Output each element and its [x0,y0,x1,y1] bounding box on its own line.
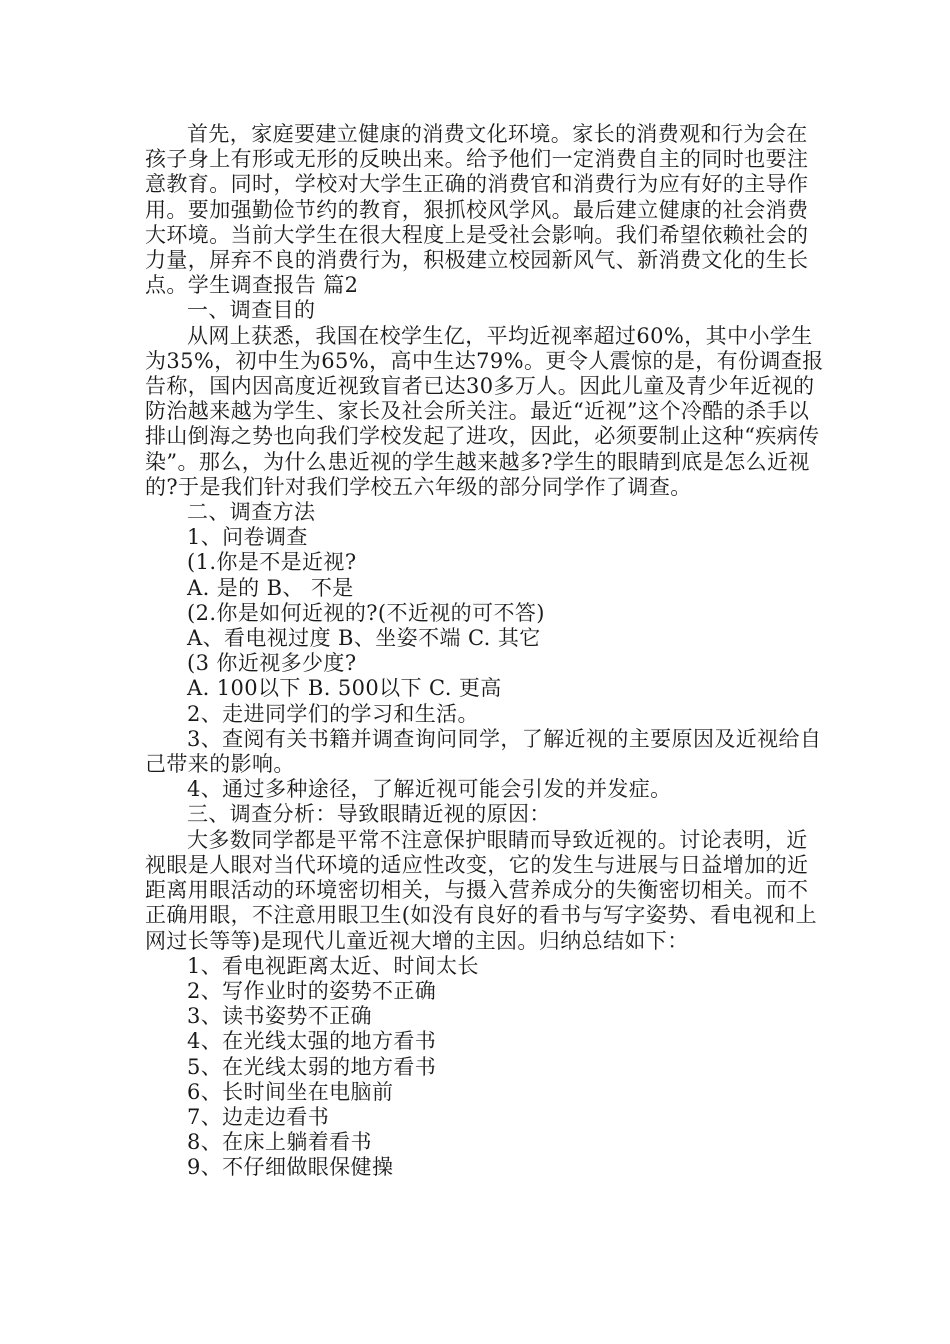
cause-item-7: 7、边走边看书 [187,1104,330,1129]
cause-item-6: 6、长时间坐在电脑前 [187,1079,394,1104]
cause-item-3: 3、读书姿势不正确 [187,1004,372,1029]
paragraph-consumption-conclusion: 首先，家庭要建立健康的消费文化环境。家长的消费观和行为会在孩子身上有形或无形的反映出来。给予他们一定消费自主的同时也要注意教育。同时，学校对大学生正确的消费官和消费行为应有好的主导作用。要加强勤俭节约的教育，狠抓校风学风。最后建立健康的社会消费大环境。当前大学生在很大程度上是受社会影响。我们希望依赖社会的力量，屏弃不良的消费行为，积极建立校园新风气、新消费文化的生长点。学生调查报告 篇2 [145,122,809,298]
cause-item-4: 4、在光线太强的地方看书 [187,1029,437,1054]
question-2-options: A、看电视过度 B、坐姿不端 C. 其它 [187,626,541,651]
cause-item-2: 2、写作业时的姿势不正确 [187,978,437,1003]
cause-item-9: 9、不仔细做眼保健操 [187,1155,394,1180]
paragraph-survey-analysis: 大多数同学都是平常不注意保护眼睛而导致近视的。讨论表明，近视眼是人眼对当代环境的适应性改变，它的发生与进展与日益增加的近距离用眼活动的环境密切相关，与摄入营养成分的失衡密切相关。而不正确用眼，不注意用眼卫生(如没有良好的看书与写字姿势、看电视和上网过长等等)是现代儿童近视大增的主因。归纳总结如下： [145,827,817,953]
cause-item-1: 1、看电视距离太近、时间太长 [187,953,479,978]
heading-survey-method: 二、调查方法 [187,500,316,525]
question-1-options: A. 是的 B、 不是 [187,575,354,600]
paragraph-survey-purpose: 从网上获悉，我国在校学生亿，平均近视率超过60%，其中小学生为35%，初中生为65%，高中生达79%。更令人震惊的是，有份调查报告称，国内因高度近视致盲者已达30多万人。因此儿童及青少年近视的防治越来越为学生、家长及社会所关注。最近“近视”这个冷酷的杀手以排山倒海之势也向我们学校发起了进攻，因此，必须要制止这种“疾病传染”。那么，为什么患近视的学生越来越多?学生的眼睛到底是怎么近视的?于是我们针对我们学校五六年级的部分同学作了调查。 [145,323,824,499]
heading-survey-analysis: 三、调查分析：导致眼睛近视的原因： [187,802,551,827]
question-3: (3 你近视多少度? [187,651,357,676]
question-2: (2.你是如何近视的?(不近视的可不答) [187,600,545,625]
cause-item-5: 5、在光线太弱的地方看书 [187,1054,437,1079]
method-complications: 4、通过多种途径，了解近视可能会引发的并发症。 [187,777,672,802]
method-questionnaire: 1、问卷调查 [187,525,308,550]
question-3-options: A. 100以下 B. 500以下 C. 更高 [187,676,502,701]
cause-item-8: 8、在床上躺着看书 [187,1130,372,1155]
method-research: 3、查阅有关书籍并调查询问同学，了解近视的主要原因及近视给自己带来的影响。 [145,726,822,777]
question-1: (1.你是不是近视? [187,550,357,575]
method-observe: 2、走进同学们的学习和生活。 [187,701,479,726]
document-body [145,122,825,1181]
heading-survey-purpose: 一、调查目的 [187,298,316,323]
